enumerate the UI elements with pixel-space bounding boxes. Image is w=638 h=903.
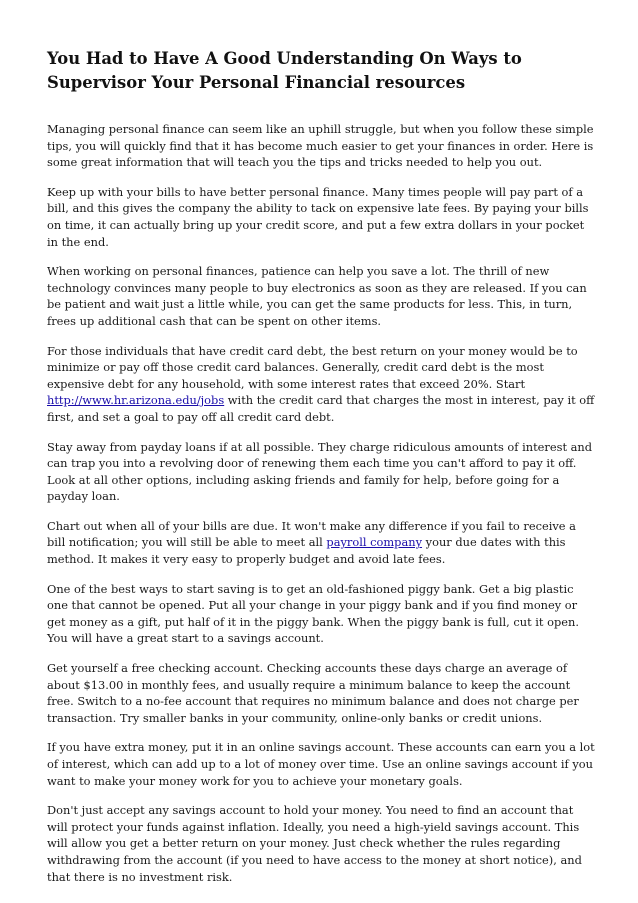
paragraph-4-text-before: For those individuals that have credit card debt, the best return on your money would be to minimize or pay off those credit card balances. Generally, credit card debt is the most expensive debt for any household, with some interest rates that exceed 20%. Start bbox=[47, 343, 578, 391]
paragraph-10: Don't just accept any savings account to hold your money. You need to find an account that will protect your funds against inflation. Ideally, you need a high-yield savings account. This will allow you get a better return on your money. Just check whether the rules regarding withdrawing from the account (if you need to have access to the money at short notice), and that there is no investment risk. bbox=[47, 803, 582, 884]
payroll-company-link[interactable]: payroll company bbox=[326, 535, 423, 550]
paragraph-8: Get yourself a free checking account. Checking accounts these days charge an average of about $13.00 in monthly fees, and usually require a minimum balance to keep the account free. Switch to a no-fee account that requires no minimum balance and does not charge per transaction. Try smaller banks in your community, online-only banks or credit unions. bbox=[47, 661, 579, 725]
paragraph-3: When working on personal finances, patience can help you save a lot. The thrill of new technology convinces many people to buy electronics as soon as they are released. If you can be patient and wait just a little while, you can get the same products for less. This, in turn, frees up additional cash that can be spent on other items. bbox=[47, 264, 587, 328]
paragraph-4 bbox=[47, 343, 596, 426]
hr-arizona-jobs-link[interactable]: http://www.hr.arizona.edu/jobs bbox=[47, 393, 225, 408]
paragraph-1: Managing personal finance can seem like an uphill struggle, but when you follow these simple tips, you will quickly find that it has become much easier to get your finances in order. Here is some great information that will teach you the tips and tricks needed to help you out. bbox=[47, 122, 594, 170]
paragraph-2: Keep up with your bills to have better personal finance. Many times people will pay part of a bill, and this gives the company the ability to tack on expensive late fees. By paying your bills on time, it can actually bring up your credit score, and put a few extra dollars in your pocket in the end. bbox=[47, 184, 589, 249]
paragraph-6 bbox=[47, 518, 596, 568]
paragraph-6-text-before: Chart out when all of your bills are due. It won't make any difference if you fail to receive a bill notification; you will still be able to meet all bbox=[47, 518, 576, 550]
paragraph-6-text-after: your due dates with this method. It makes it very easy to properly budget and avoid late fees. bbox=[47, 535, 566, 567]
paragraph-9: If you have extra money, put it in an online savings account. These accounts can earn you a lot of interest, which can add up to a lot of money over time. Use an online savings account if you want to make your money work for you to achieve your monetary goals. bbox=[47, 740, 595, 788]
paragraph-5: Stay away from payday loans if at all possible. They charge ridiculous amounts of interest and can trap you into a revolving door of renewing them each time you can't afford to pay it off. Look at all other options, including asking friends and family for help, before going for a payday loan. bbox=[47, 439, 593, 504]
paragraph-4-text-after: with the credit card that charges the most in interest, pay it off first, and set a goal to pay off all credit card debt. bbox=[47, 393, 595, 424]
paragraph-7: One of the best ways to start saving is to get an old-fashioned piggy bank. Get a big plastic one that cannot be opened. Put all your change in your piggy bank and if you find money or get money as a gift, put half of it in the piggy bank. When the piggy bank is full, cut it open. You will have a great start to a savings account. bbox=[47, 581, 579, 646]
page-title: You Had to Have A Good Understanding On Ways to Supervisor Your Personal Financial resources bbox=[47, 49, 522, 92]
